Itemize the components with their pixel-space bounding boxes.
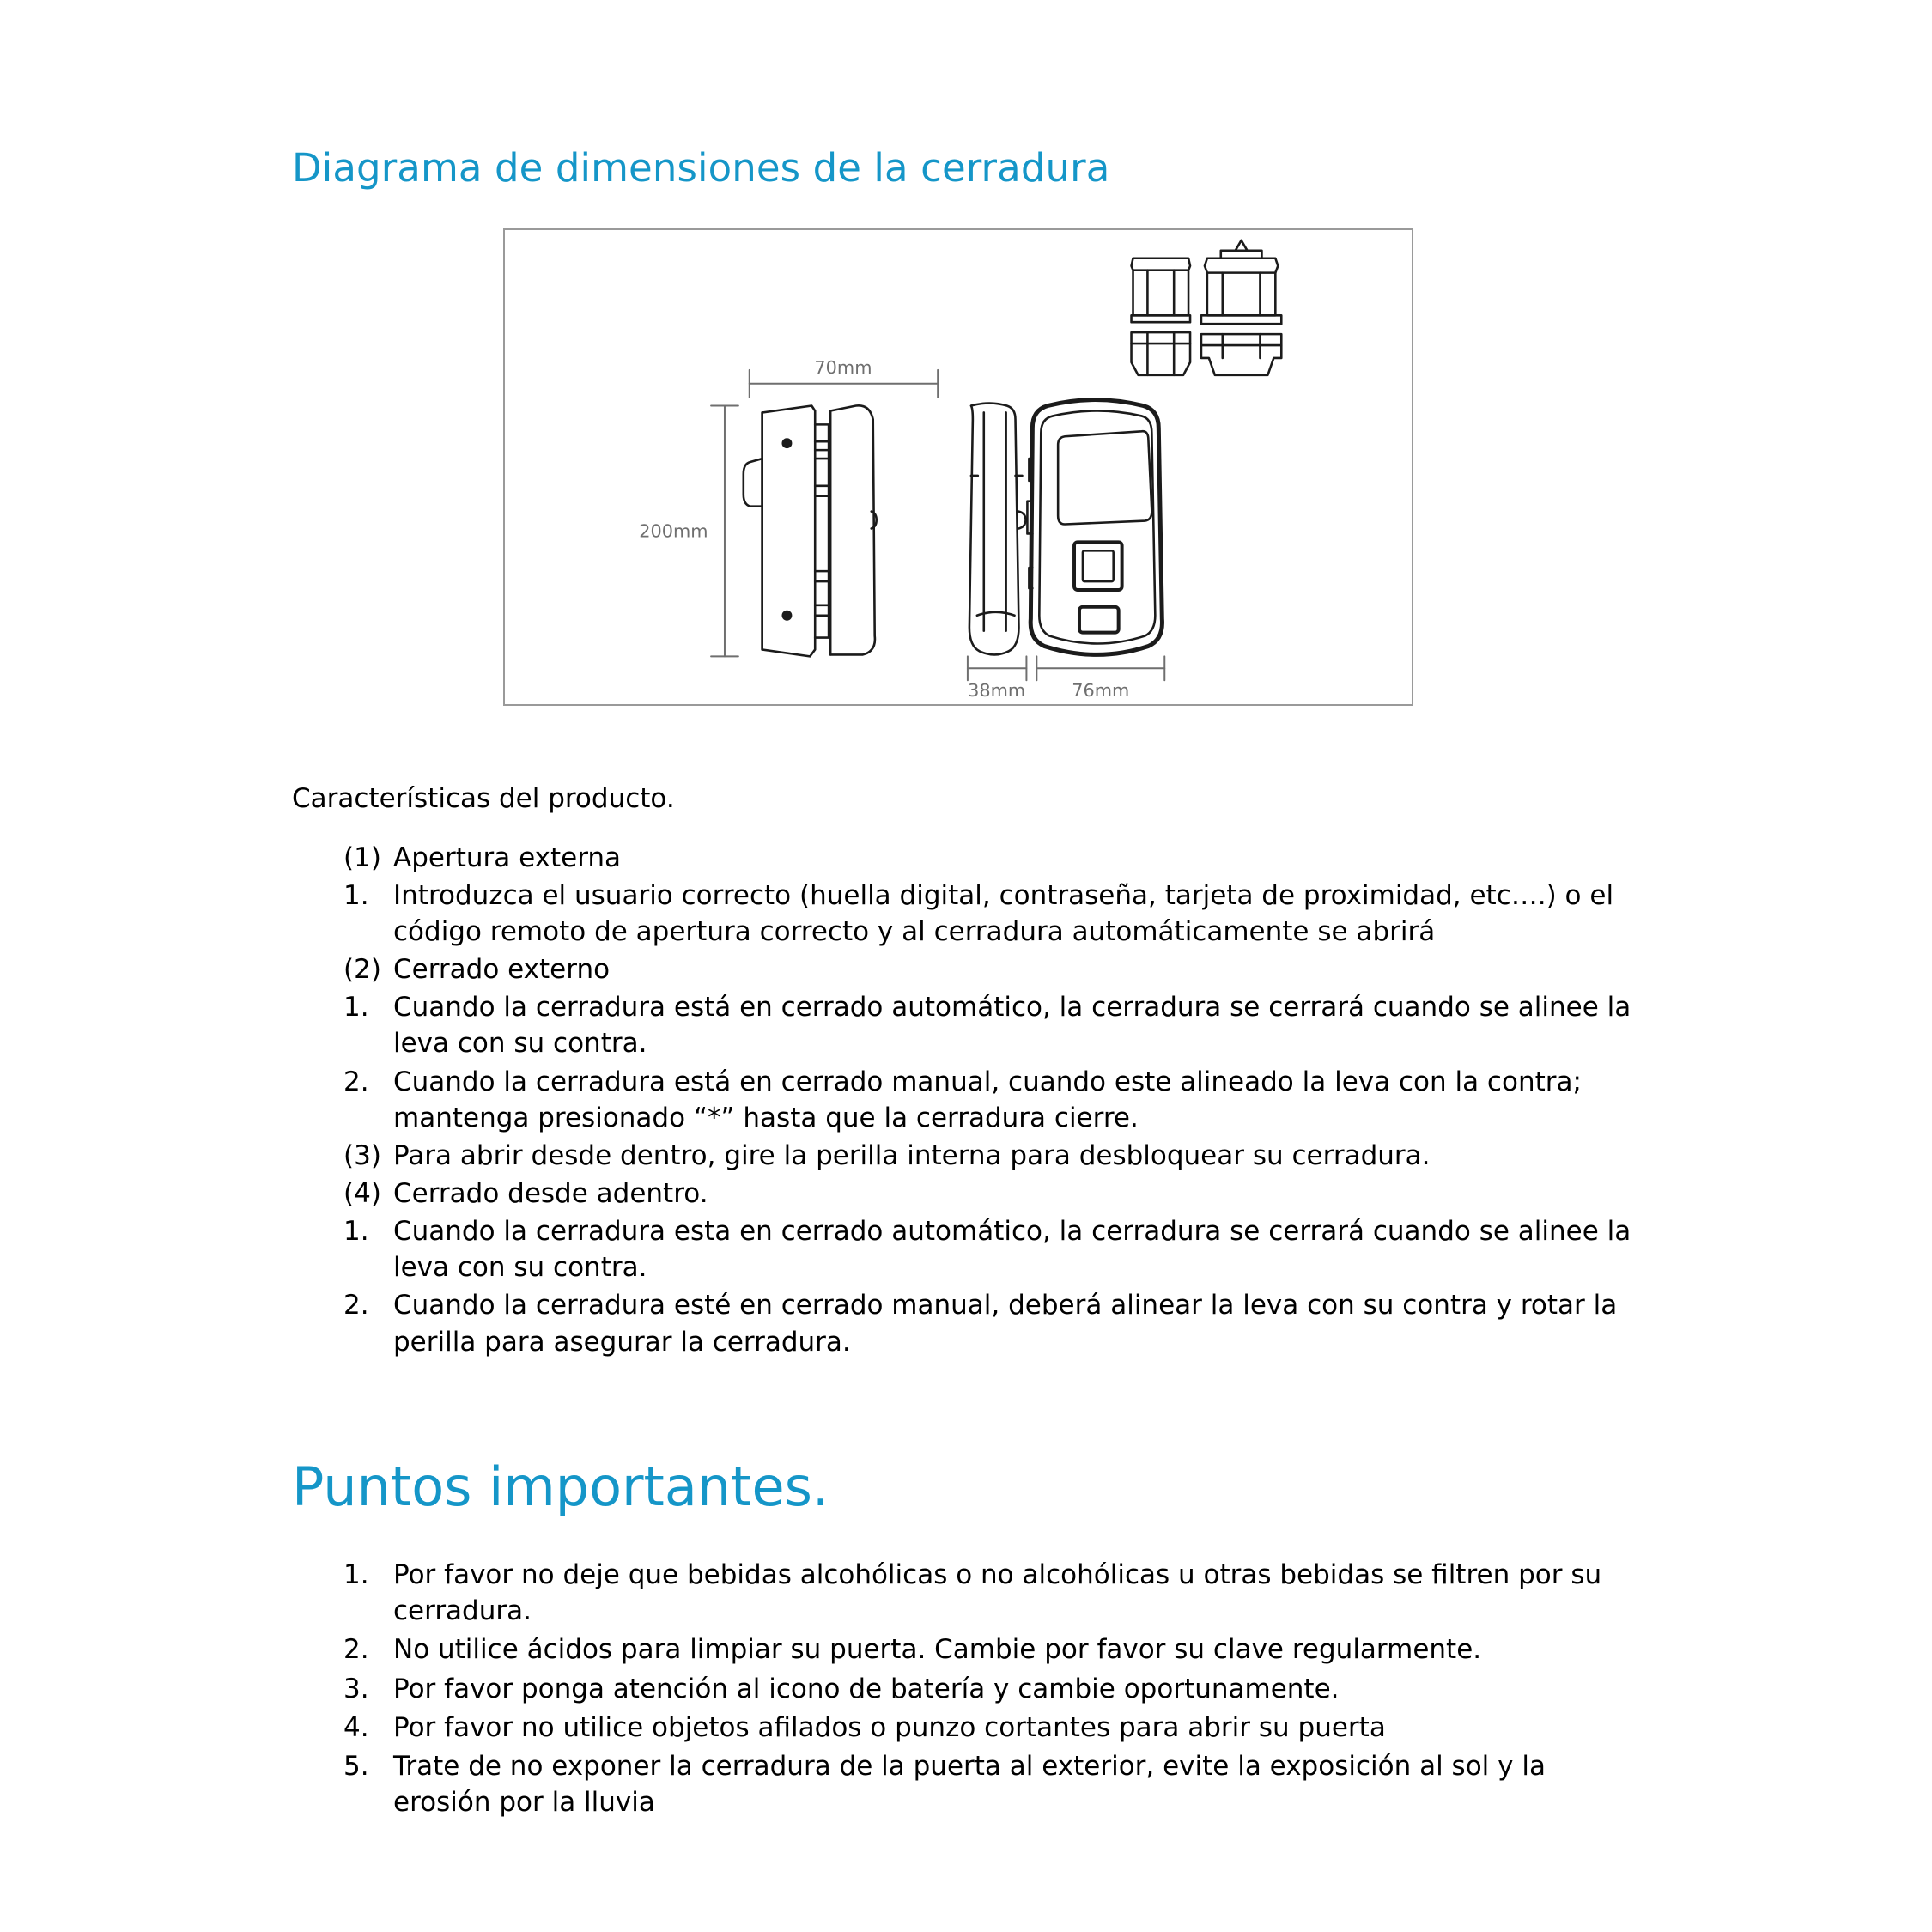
page-title: Diagrama de dimensiones de la cerradura <box>292 145 1110 191</box>
list-marker: 2. <box>343 1634 369 1666</box>
list-item <box>343 1557 1640 1629</box>
dim-label-70mm: 70mm <box>814 356 872 378</box>
features-list <box>343 840 1640 1360</box>
list-item <box>343 878 1640 950</box>
list-text: Cuando la cerradura está en cerrado manual, cuando este alineado la leva con la contra; mantenga presionado “*” hasta que la cerradura cierre. <box>393 1066 1582 1133</box>
list-marker: 2. <box>343 1066 369 1097</box>
list-text: Cerrado externo <box>393 954 611 986</box>
list-marker: 1. <box>343 992 369 1024</box>
dim-label-76mm: 76mm <box>1072 679 1130 701</box>
list-text: Introduzca el usuario correcto (huella digital, contraseña, tarjeta de proximidad, etc….) o el código remoto de apertura correcto y al cerradura automáticamente se abrirá <box>393 879 1614 947</box>
list-marker: (2) <box>343 954 381 986</box>
list-marker: 4. <box>343 1711 369 1743</box>
list-item <box>343 1287 1640 1359</box>
list-text: No utilice ácidos para limpiar su puerta. Cambie por favor su clave regularmente. <box>393 1634 1482 1666</box>
list-item <box>343 1671 1640 1707</box>
lock-dimension-diagram <box>503 228 1413 706</box>
list-text: Trate de no exponer la cerradura de la puerta al exterior, evite la exposición al sol y la erosión por la lluvia <box>393 1750 1546 1819</box>
list-marker: (3) <box>343 1139 381 1171</box>
list-marker: 5. <box>343 1750 369 1782</box>
list-item <box>343 1213 1640 1285</box>
list-item <box>343 1176 1640 1212</box>
list-marker: 3. <box>343 1673 369 1704</box>
list-item <box>343 1064 1640 1136</box>
product-features-section <box>292 781 1640 1360</box>
list-marker: 1. <box>343 879 369 911</box>
document-content <box>292 146 1640 1823</box>
important-points-list <box>343 1557 1640 1820</box>
list-text: Cuando la cerradura esta en cerrado automático, la cerradura se cerrará cuando se alinee la leva con su contra. <box>393 1216 1631 1284</box>
list-text: Cuando la cerradura esté en cerrado manual, deberá alinear la leva con su contra y rotar la perilla para asegurar la cerradura. <box>393 1290 1618 1358</box>
list-marker: (4) <box>343 1178 381 1209</box>
dim-label-38mm: 38mm <box>968 679 1026 701</box>
list-item <box>343 1631 1640 1668</box>
important-points-title: Puntos importantes. <box>292 1455 829 1518</box>
dim-label-200mm: 200mm <box>639 520 708 542</box>
list-item <box>343 840 1640 876</box>
list-item <box>343 989 1640 1061</box>
list-item <box>343 1138 1640 1174</box>
list-text: Cuando la cerradura está en cerrado automático, la cerradura se cerrará cuando se alinee la leva con su contra. <box>393 992 1631 1060</box>
list-marker: 1. <box>343 1559 369 1591</box>
list-text: Por favor no utilice objetos afilados o punzo cortantes para abrir su puerta <box>393 1711 1386 1743</box>
list-marker: (1) <box>343 841 381 873</box>
list-item <box>343 1748 1640 1820</box>
list-marker: 1. <box>343 1216 369 1248</box>
list-text: Cerrado desde adentro. <box>393 1178 708 1209</box>
diagram-frame <box>503 228 1413 706</box>
list-text: Para abrir desde dentro, gire la perilla interna para desbloquear su cerradura. <box>393 1139 1431 1171</box>
list-text: Apertura externa <box>393 841 622 873</box>
list-text: Por favor no deje que bebidas alcohólicas o no alcohólicas u otras bebidas se filtren por su cerradura. <box>393 1559 1602 1627</box>
list-marker: 2. <box>343 1290 369 1321</box>
diagram-svg <box>505 230 1412 704</box>
list-text: Por favor ponga atención al icono de batería y cambie oportunamente. <box>393 1673 1340 1704</box>
list-item <box>343 951 1640 987</box>
list-item <box>343 1710 1640 1746</box>
features-lead: Características del producto. <box>292 782 675 814</box>
